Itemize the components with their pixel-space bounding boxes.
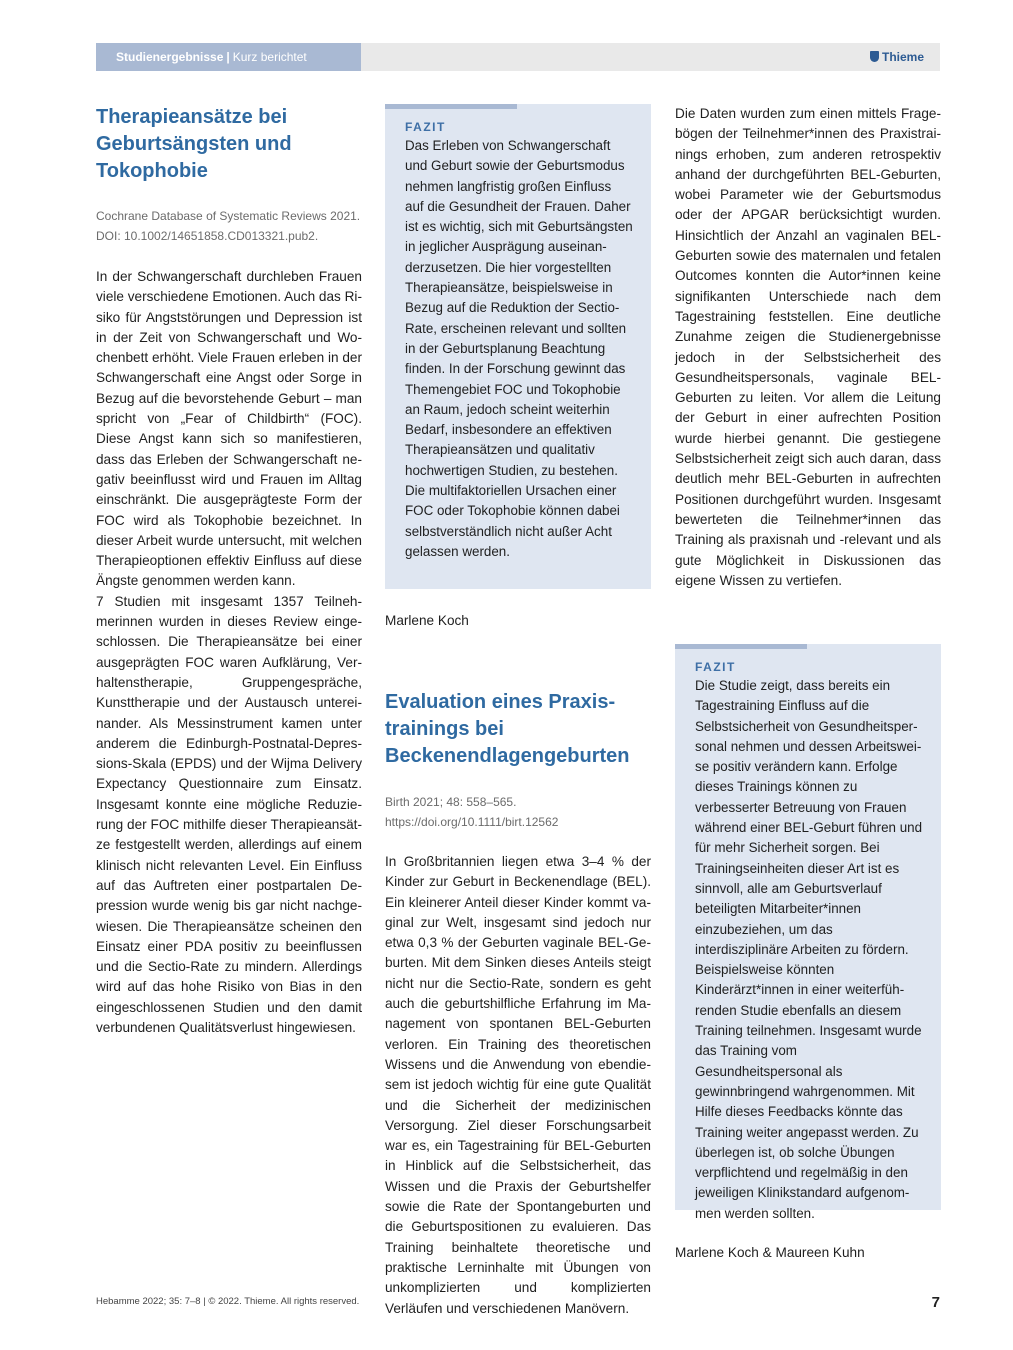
article-1-paragraph: In der Schwangerschaft durchleben Frauen viele verschiedene Emotionen. Auch das Risiko für Angststörungen und Depression ist in der Zeit von Schwangerschaft und Wochenbett erhöht. Viele Frauen erleben in der Schwangerschaft eine Angst oder Sorge in Bezug auf die bevorstehende Geburt – man spricht von „Fear of Childbirth“ (FOC). Diese Angst kann sich so manifestieren, dass das Erleben der Schwangerschaft negativ beeinflusst wird und Frauen im Alltag einschränkt. Die ausgeprägteste Form der FOC wird als Tokophobie bezeichnet. In dieser Arbeit wurde untersucht, mit welchen Therapieoptionen effektiv Einfluss auf diese Ängste genommen werden kann.: [96, 269, 362, 589]
article-2-paragraph: In Großbritannien liegen etwa 3–4 % der Kinder zur Geburt in Beckenendlage (BEL). Ein kleinerer Anteil dieser Kinder kommt vaginal zur Welt, insgesamt sind jedoch nur etwa 0,3 % der Geburten vaginale BEL-Geburten. Mit dem Sinken dieses Anteils steigt nicht nur die Sectio-Rate, sondern es geht auch die geburtshilfliche Erfahrung im Management von spontanen BEL-Geburten verloren. Ein Training des theoretischen Wissens und die Anwendung von ebendiesem ist jedoch wichtig für eine gute Qualität und die Sicherheit der medizinischen Versorgung. Ziel dieser Forschungsarbeit war es, ein Tagestraining für BEL-Geburten in Hinblick auf die Selbstsicherheit, das Wissen und die Praxis der Geburtshelfer sowie die Rate der Spontangeburten und die Geburtspositionen zu evaluieren. Das Training beinhaltete theoretische und praktische Lerninhalte mit Übungen von unkomplizierten und komplizierten Verläufen und verschiedenen Manövern.: [385, 854, 651, 1316]
article-2-fazit-box: [675, 644, 941, 1221]
fazit-text: Das Erleben von Schwangerschaft und Geburt sowie der Geburtsmodus nehmen langfristig großen Einfluss auf die Gesundheit der Frauen. Daher ist es wichtig, sich mit Geburtsängsten in jeglicher Ausprägung auseinanderzusetzen. Die hier vorgestellten Therapieansätze, beispielsweise in Bezug auf die Reduktion der Sectio-Rate, erscheinen relevant und sollten in der Geburtsplanung Beachtung finden. In der Forschung gewinnt das Themengebiet FOC und Tokophobie an Raum, jedoch scheint weiterhin Bedarf, insbesondere an effektiven Therapieansätzen und qualitativ hochwertigen Studien, zu bestehen. Die multifaktoriellen Ursachen einer FOC oder Tokophobie können dabei selbstverständlich nicht außer Acht gelassen werden.: [405, 138, 633, 559]
article-2-author: Marlene Koch & Maureen Kuhn: [675, 1245, 865, 1260]
fazit-text: Die Studie zeigt, dass bereits ein Tagestraining Einfluss auf die Selbstsicherheit von Gesundheitspersonal nehmen und dessen Arbeitsweise positiv verändern kann. Erfolge dieses Trainings können zu verbesserter Betreuung von Frauen während einer BEL-Geburt führen und für mehr Sicherheit sorgen. Bei Trainingseinheiten dieser Art ist es sinnvoll, alle am Geburtsverlauf beteiligten Mitarbeiter*innen einzubeziehen, um das interdisziplinäre Arbeiten zu fördern. Beispielsweise könnten Kinderärzt*innen in einer weiterführenden Studie ebenfalls an diesem Training teilnehmen. Insgesamt wurde das Training vom Gesundheitspersonal als gewinnbringend wahrgenommen. Mit Hilfe dieses Feedbacks könnte das Training weiter angepasst werden. Zu überlegen ist, ob solche Übungen verpflichtend und regelmäßig in den jeweiligen Klinikstandard aufgenommen werden sollten.: [695, 678, 923, 1221]
publisher-name: Thieme: [881, 50, 924, 64]
running-header: [96, 43, 940, 71]
shield-icon: [870, 51, 879, 62]
header-subsection: Kurz berichtet: [232, 50, 307, 64]
fazit-label: FAZIT: [695, 660, 736, 674]
header-section: Studienergebnisse: [116, 50, 224, 64]
article-1-body: [96, 267, 362, 1038]
column-3: [675, 104, 941, 1263]
article-2-title: Evaluation eines Praxistrainings bei Beckenendlagengeburten: [385, 691, 630, 767]
article-1-citation: Cochrane Database of Systematic Reviews 2021. DOI: 10.1002/14651858.CD013321.pub2.: [96, 209, 361, 243]
article-1-fazit-box: [385, 104, 651, 589]
publisher-logo: [870, 43, 924, 71]
article-2-citation: Birth 2021; 48: 558–565. https://doi.org/10.1111/birt.12562: [385, 795, 559, 829]
fazit-accent-line: [675, 644, 807, 649]
article-2-paragraph: Die Daten wurden zum einen mittels Fragebögen der Teilnehmer*innen des Praxistrainings erhoben, zum anderen retrospektiv anhand der durchgeführten BEL-Geburten, wobei Parameter wie der Geburtsmodus oder der APGAR berücksichtigt wurden. Hinsichtlich der Anzahl an vaginalen BEL-Geburten sowie des maternalen und fetalen Outcomes konnten die Autor*innen keine signifikanten Unterschiede nach dem Tagestraining feststellen. Eine deutliche Zunahme zeigen die Studienergebnisse jedoch in der Selbstsicherheit des Gesundheitspersonals, vaginale BEL-Geburten zu leiten. Vor allem die Leitung der Geburt in einer aufrechten Position wurde hierbei genannt. Die gestiegene Selbstsicherheit zeigt sich auch daran, dass deutlich mehr BEL-Geburten in aufrechten Positionen durchgeführt wurden. Insgesamt bewerteten die Teilnehmer*innen das Training als praxisnah und -relevant und als gute Möglichkeit in Diskussionen das eigene Wissen zu vertiefen.: [675, 106, 941, 588]
article-2-body-part-2: [675, 104, 941, 632]
header-separator: |: [226, 50, 230, 64]
article-1-paragraph: 7 Studien mit insgesamt 1357 Teilnehmerinnen wurden in dieses Review eingeschlossen. Die Therapieansätze bei einer ausgeprägten FOC waren Aufklärung, Verhaltenstherapie, Gruppengespräche, Kunsttherapie und der Austausch untereinander. Als Messinstrument kamen unter anderem die Edinburgh-Postnatal-Depressions-Skala (EPDS) und der Wijma Delivery Expectancy Questionnaire zum Einsatz. Insgesamt konnte eine mögliche Reduzierung der FOC mithilfe dieser Therapieansätze festgestellt werden, allerdings auf einem klinisch nicht relevanten Level. Ein Einfluss auf das Auftreten einer postpartalen Depression wurde wenig bis gar nicht nachgewiesen. Die Therapieansätze scheinen den Einsatz einer PDA positiv zu beeinflussen und die Sectio-Rate zu mindern. Allerdings wird auf das hohe Risiko von Bias in den eingeschlossenen Studien und den damit verbundenen Qualitätsverlust hingewiesen.: [96, 593, 362, 1035]
column-1: [96, 104, 362, 1038]
fazit-label: FAZIT: [405, 120, 446, 134]
article-1-title: Therapieansätze bei Geburtsängsten und Tokophobie: [96, 106, 292, 182]
column-2: [385, 104, 651, 1316]
page-number: 7: [931, 1294, 940, 1311]
fazit-accent-line: [385, 104, 517, 109]
header-section-tab: [96, 43, 361, 71]
article-1-author: Marlene Koch: [385, 613, 469, 628]
footer-citation: Hebamme 2022; 35: 7–8 | © 2022. Thieme. All rights reserved.: [96, 1296, 360, 1307]
article-2-body-part-1: [385, 852, 651, 1316]
